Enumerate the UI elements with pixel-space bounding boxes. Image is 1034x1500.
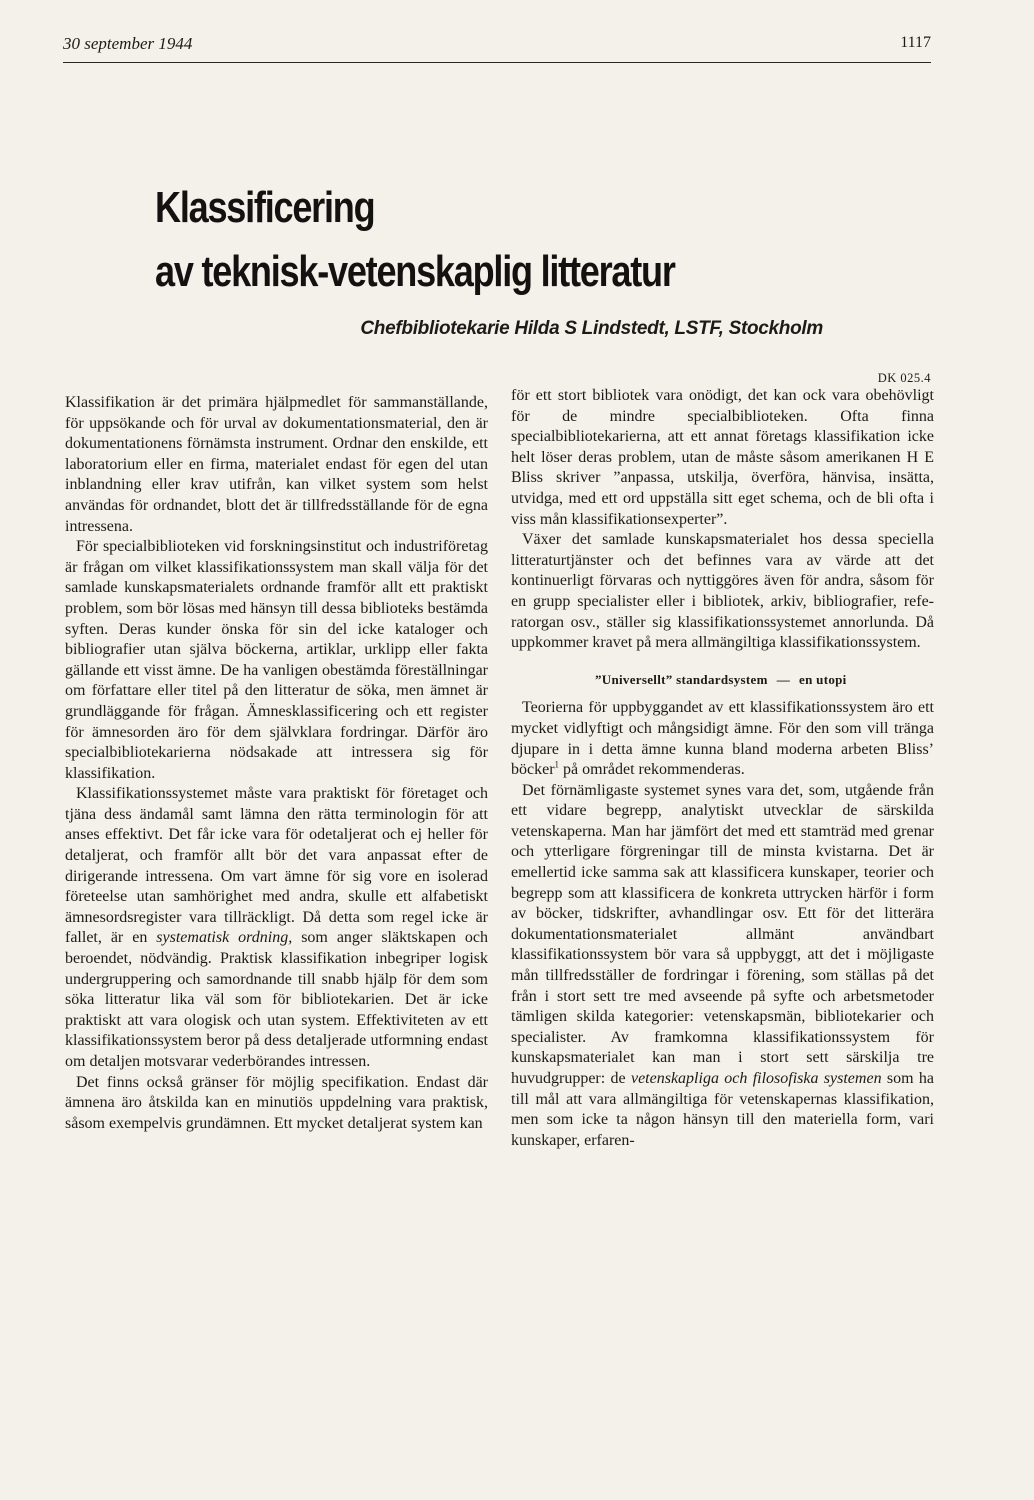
emphasis-text: vetenskapliga och filosofiska systemen [630, 1070, 882, 1087]
subheading-part: en utopi [799, 671, 847, 687]
paragraph-text: Teorierna för uppbyggandet av ett klassifikationssystem äro ett mycket vidlyftigt och mångsidigt ämne. För den som vill tränga djupare in i detta ämne kunna bland moderna arbeten Bliss’ böcker [511, 699, 934, 779]
paragraph: För specialbiblioteken vid forskningsinstitut och industriföretag är frågan om vilket klassifikationssystem man skall välja för det samlade kunskapsmaterialets ordnande framför allt ett praktiskt problem, som bör lösas med hänsyn till dessa biblioteks bestämda syften. Deras kunder önska för sin del icke kataloger och bibliografier utan själva böckerna, artiklar, urklipp eller fakta gällande ett visst ämne. De ha vanligen obestämda föreställningar om författare eller titel på den litteratur de söka, men ämnet är grundläggande för frågan. Ämnesklassificering och ett register för ämnesorden äro för dem självklara fordringar. Därför äro specialbibliotekarierna nödsakade att intressera sig för klassifikation. [65, 538, 488, 782]
subheading-dash: — [776, 671, 791, 687]
paragraph [511, 781, 934, 1152]
paragraph-text: Det förnämligaste systemet synes vara det, som, utgående från ett vidare begrepp, analytiskt utvecklar de särskilda vetenskaperna. Man har jämfört det med ett stamträd med grenar och ytterligare förgreningar till de minsta kvistarna. Det är emellertid icke samma sak att klassificera kunskaper, teorier och begrepp som att klassificera de konkreta uttrycken härför i form av böcker, tidskrifter, avhandlingar osv. Ett för det litterära dokumentationsmaterialet allmänt användbart klassifikationssystem bör vara så uppbyggt, att det i möjligaste mån tillfredsställer de fordringar i förening, som ställas på det från i stort sett tre med avseende på syfte och arbetsmetoder tämligen skilda kategorier: vetenskapsmän, bibliotekarier och specialister. Av framkomna klassifikationssystem för kunskapsmaterialet kan man i stort sett särskilja tre huvudgrupper: de [511, 781, 934, 1087]
paragraph-text: Klassifikationssystemet måste vara praktiskt för företaget och tjäna dess ändamål samt lämna den rätta terminologin för att anses effektivt. Det får icke vara för odetaljerat och ej heller för detaljerat, och framför allt bör det vara anpassat efter de dirigerande intressena. Om vart ämne för sig vore en isolerad företeelse utan samhörighet med andra, skulle ett alfabetiskt ämnesordsregister vara tillräckligt. Då detta som regel icke är fallet, är en [65, 785, 488, 947]
classification-code: DK 025.4 [877, 371, 931, 385]
paragraph: Växer det samlade kunskapsmaterialet hos dessa speciella litteraturtjänster och det befinnes vara av värde att det kontinuerligt förvaras och nyttiggöres även för andra, såsom för en grupp specialister eller i bibliotek, arkiv, bibliografier, referatorgan osv., ställer sig klassifikationssystemet annorlunda. Då uppkommer kravet på mera allmängiltiga klassifikationssystem. [511, 531, 934, 652]
article-title [155, 176, 762, 304]
issue-date: 30 september 1944 [63, 34, 193, 53]
author-byline: Chefbibliotekarie Hilda S Lindstedt, LSTF, Stockholm [360, 318, 823, 339]
paragraph [511, 698, 934, 780]
paragraph [65, 784, 488, 1072]
footnote-marker: 1 [554, 759, 560, 770]
paragraph-text: som ha till mål att vara allmängiltiga för vetenskapernas klassifikation, men som icke ta någon hänsyn till den materiella form, vari kunskaper, erfaren- [511, 1070, 934, 1149]
page-number: 1117 [900, 34, 931, 51]
subheading-part: ”Universellt” standardsystem [595, 671, 768, 687]
paragraph-text: som anger släktskapen och beroendet, nödvändig. Praktisk klassifikation inbegriper logisk undergruppering och samordnande till snabb hjälp för dem som söka litteratur lika väl som för bibliotekarien. Det är icke praktiskt att vara ologisk och utan system. Effektiviteten av ett klassifikationssystem beror på dess detaljerade utformning endast om detaljen motsvarar vederbörandes intressen. [65, 929, 489, 1070]
emphasis-text: systematisk ordning, [156, 929, 293, 947]
paragraph: för ett stort bibliotek vara onödigt, det kan ock vara obehövligt för de mindre specialbiblioteken. Ofta finna specialbibliotekarierna, att ett annat företags klassifikation icke helt löser deras problem, utan de måste såsom amerikanen H E Bliss skriver ”anpassa, utskilja, överföra, hänvisa, insätta, utvidga, med ett ord uppställa sitt eget schema, och de bli ofta i viss mån klassifikationsexperter”. [511, 387, 934, 528]
left-column [65, 393, 488, 1134]
paragraph: Det finns också gränser för möjlig specifikation. Endast där ämnena äro åtskilda kan en minutiös uppdelning vara praktisk, såsom exempelvis grundämnen. Ett mycket detaljerat system kan [65, 1073, 488, 1132]
right-column [511, 386, 934, 1151]
paragraph-text: på området rekommenderas. [563, 761, 745, 779]
article-title-line-1: Klassificering [155, 183, 375, 232]
running-header [63, 30, 931, 63]
section-subheading [511, 670, 934, 691]
article-title-line-2: av teknisk-vetenskaplig litteratur [155, 247, 675, 296]
paragraph: Klassifikation är det primära hjälpmedlet för sammanställande, för uppsökande och för urval av dokumentationsmaterial, den är dokumentationens förnämsta instrument. Ordnar den enskilde, ett laboratorium eller en firma, materialet endast för egen del utan inblandning eller krav utifrån, kan vilket system som helst användas för ordnandet, blott det är tillfredsställande för de egna intressena. [65, 394, 488, 535]
